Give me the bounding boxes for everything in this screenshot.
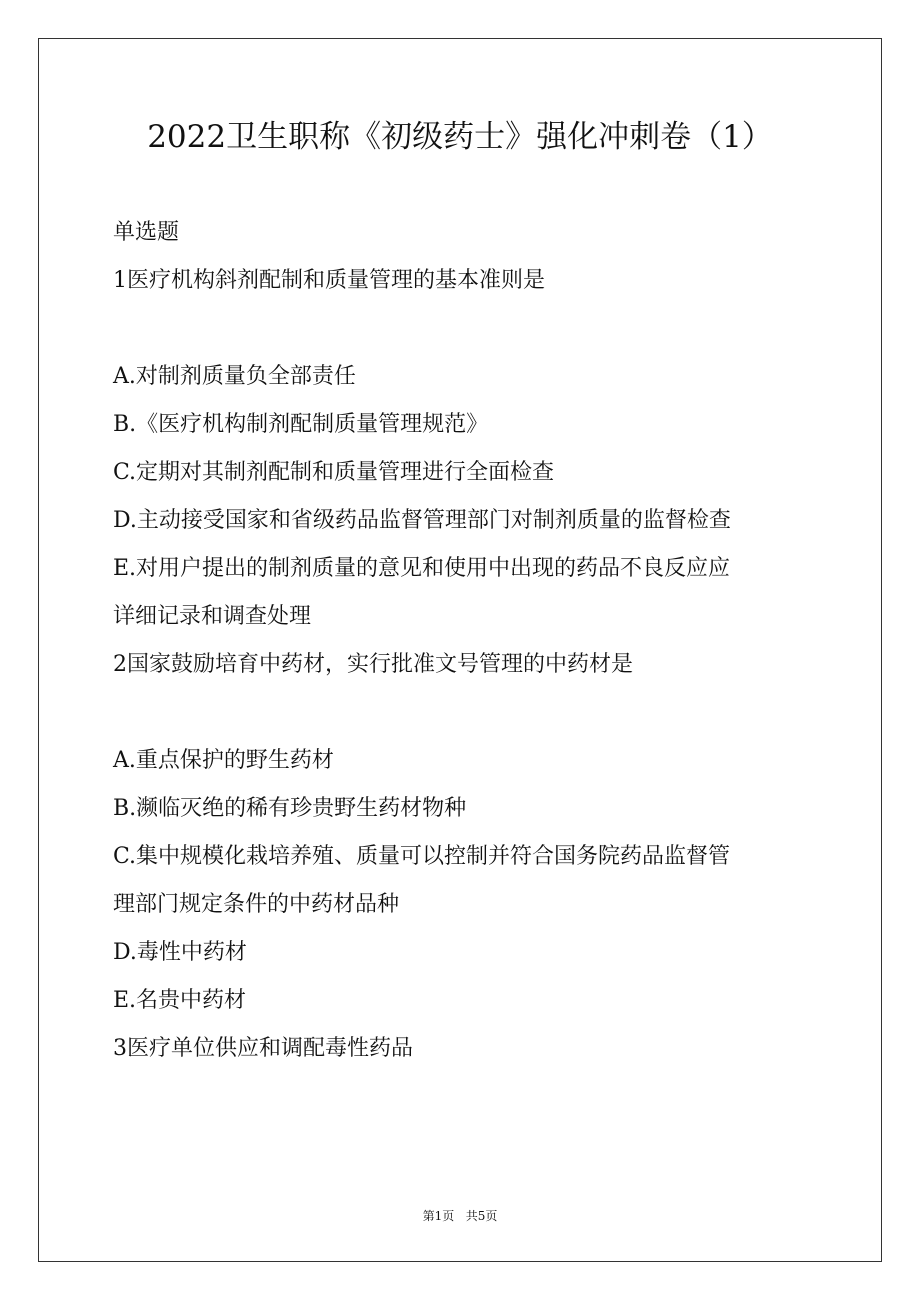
section-heading: 单选题: [113, 220, 180, 245]
document-content: [113, 209, 813, 1073]
option-text: A.重点保护的野生药材: [113, 748, 334, 773]
question-stem: 2国家鼓励培育中药材，实行批准文号管理的中药材是: [113, 652, 633, 677]
option-text: A.对制剂质量负全部责任: [113, 364, 356, 389]
question-stem: 3医疗单位供应和调配毒性药品: [113, 1036, 413, 1061]
option-text: D.主动接受国家和省级药品监督管理部门对制剂质量的监督检查: [113, 508, 731, 533]
option-text: B.《医疗机构制剂配制质量管理规范》: [113, 412, 489, 437]
option-text: B.濒临灭绝的稀有珍贵野生药材物种: [113, 796, 467, 821]
option-text-continued: 详细记录和调查处理: [113, 604, 312, 629]
blank-line: [113, 305, 813, 353]
question-stem: 1医疗机构斜剂配制和质量管理的基本准则是: [113, 268, 545, 293]
blank-line: [113, 689, 813, 737]
option-text: C.定期对其制剂配制和质量管理进行全面检查: [113, 460, 555, 485]
option-text: D.毒性中药材: [113, 940, 247, 965]
document-title: 2022卫生职称《初级药士》强化冲刺卷（1）: [147, 119, 773, 155]
option-text-continued: 理部门规定条件的中药材品种: [113, 892, 400, 917]
option-text: E.名贵中药材: [113, 988, 247, 1013]
option-text: C.集中规模化栽培养殖、质量可以控制并符合国务院药品监督管: [113, 844, 731, 869]
page-number-footer: 第1页 共5页: [422, 1209, 498, 1223]
option-text: E.对用户提出的制剂质量的意见和使用中出现的药品不良反应应: [113, 556, 731, 581]
